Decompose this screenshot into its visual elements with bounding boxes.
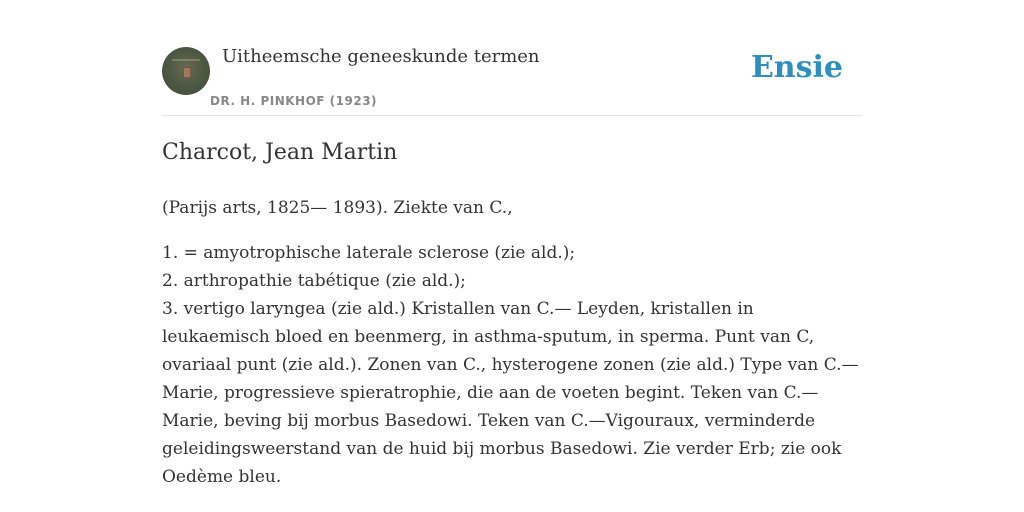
book-author: DR. H. PINKHOF (1923) — [210, 94, 378, 108]
entry-title: Charcot, Jean Martin — [162, 140, 398, 165]
entry-body — [162, 239, 862, 491]
entry-header — [162, 40, 862, 116]
entry-item: 1. = amyotrophische laterale sclerose (zie ald.); — [162, 243, 576, 263]
cover-band — [172, 59, 200, 61]
book-cover-icon[interactable] — [162, 47, 210, 95]
ensie-logo-link[interactable]: Ensie — [750, 50, 843, 85]
entry-intro: (Parijs arts, 1825— 1893). Ziekte van C., — [162, 198, 513, 218]
book-title[interactable]: Uitheemsche geneeskunde termen — [222, 46, 540, 67]
cover-emblem — [183, 67, 191, 78]
entry-item: 3. vertigo laryngea (zie ald.) Kristallen van C.— Leyden, kristallen in leukaemisch bloed en beenmerg, in asthma-sputum, in sperma. Punt van C, ovariaal punt (zie ald.). Zonen van C., hysterogene zonen (zie ald.) Type van C.—Marie, progressieve spieratrophie, die aan de voeten begint. Teken van C.—Marie, beving bij morbus Basedowi. Teken van C.—Vigouraux, verminderde geleidingsweerstand van de huid bij morbus Basedowi. Zie verder Erb; zie ook Oedème bleu. — [162, 299, 859, 487]
entry-item: 2. arthropathie tabétique (zie ald.); — [162, 271, 466, 291]
entry-card — [162, 40, 862, 487]
